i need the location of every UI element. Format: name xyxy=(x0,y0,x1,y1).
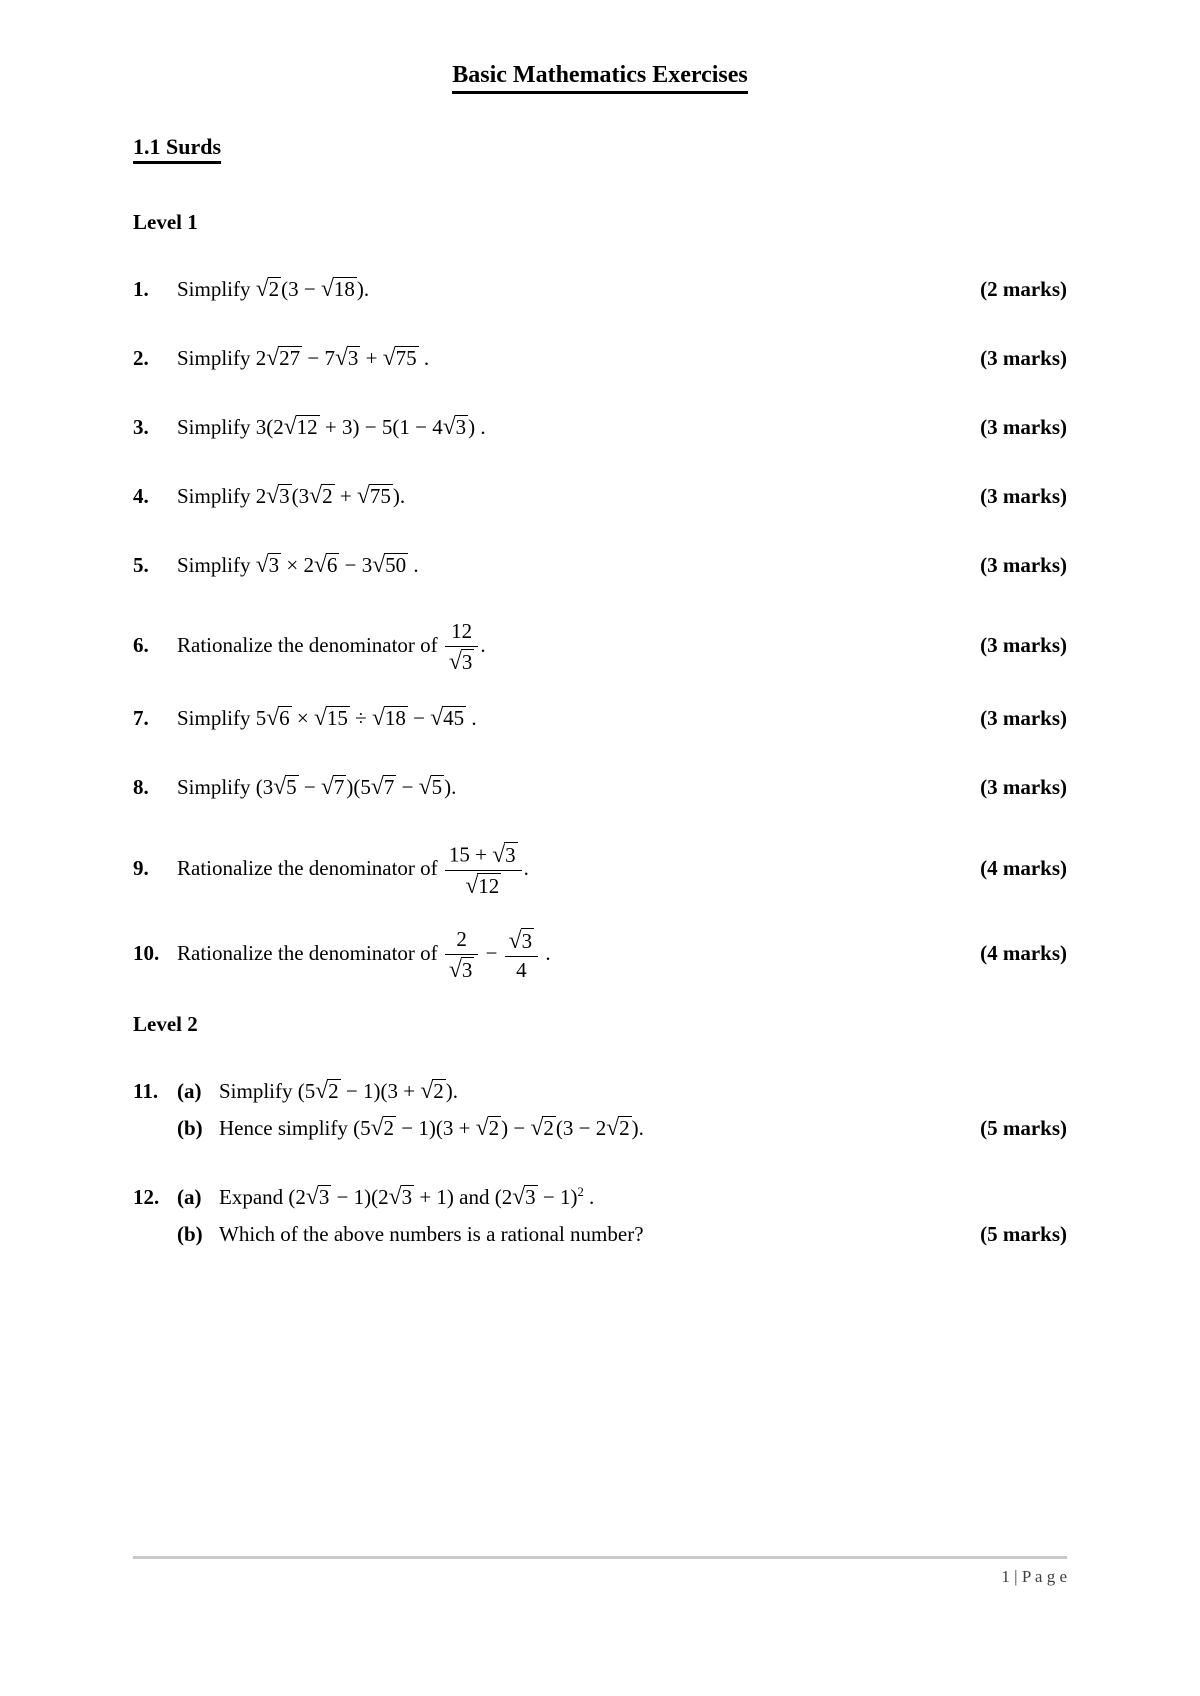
radical-sign-icon: √ xyxy=(266,345,280,371)
radical-sign-icon: √ xyxy=(492,841,506,868)
question-number: 11. xyxy=(133,1079,159,1104)
fraction xyxy=(445,842,522,898)
radical-sign-icon: √ xyxy=(420,1078,434,1105)
math-text: ) . xyxy=(468,415,486,439)
part-label: (a) xyxy=(177,1079,202,1104)
radical-sign-icon: √ xyxy=(321,774,334,801)
radicand: 18 xyxy=(333,277,355,301)
question-text xyxy=(177,482,405,510)
fraction xyxy=(445,928,478,982)
radical-sign-icon: √ xyxy=(266,483,280,509)
question-number: 9. xyxy=(133,855,149,880)
math-text: ). xyxy=(631,1116,644,1141)
question-row xyxy=(133,928,1067,982)
sqrt-radical xyxy=(273,775,298,799)
question-row xyxy=(133,842,1067,898)
radicand: 27 xyxy=(279,346,301,370)
radical-sign-icon: √ xyxy=(430,705,444,732)
question-line xyxy=(177,413,486,441)
question-line xyxy=(177,482,405,510)
marks-label: (4 marks) xyxy=(980,855,1067,880)
radicand: 2 xyxy=(383,1116,395,1141)
radical-sign-icon: √ xyxy=(508,927,522,954)
question-row xyxy=(133,704,1067,732)
page-number: 1 | P a g e xyxy=(1001,1567,1067,1586)
math-text: 4 xyxy=(516,958,527,983)
page-footer xyxy=(133,1556,1067,1587)
level-heading: Level 1 xyxy=(133,210,198,234)
question-row xyxy=(133,1183,1067,1248)
math-text: − 1)(3 + xyxy=(340,1079,421,1104)
level-heading: Level 2 xyxy=(133,1012,198,1037)
radicand: 6 xyxy=(326,553,338,577)
radicand: 7 xyxy=(333,775,345,800)
question-text xyxy=(177,275,369,303)
radicand: 3 xyxy=(505,842,516,867)
math-text: 15 + xyxy=(448,842,493,867)
fraction-numerator xyxy=(505,928,538,956)
radicand: 18 xyxy=(384,706,406,731)
radicand: 3 xyxy=(279,484,290,508)
part-label: (b) xyxy=(177,1116,203,1141)
question-text xyxy=(177,344,429,372)
radical-sign-icon: √ xyxy=(512,1184,526,1211)
radical-sign-icon: √ xyxy=(371,705,385,732)
radicand: 75 xyxy=(369,484,391,508)
math-expression xyxy=(219,1185,594,1209)
radical-sign-icon: √ xyxy=(530,1115,544,1142)
sqrt-radical xyxy=(512,1185,537,1209)
sqrt-radical xyxy=(309,484,334,508)
radical-sign-icon: √ xyxy=(305,1184,319,1211)
radicand: 15 xyxy=(326,706,348,731)
radicand: 2 xyxy=(328,1079,339,1104)
sqrt-radical xyxy=(419,775,444,799)
radical-sign-icon: √ xyxy=(356,483,370,509)
math-expression xyxy=(177,841,529,899)
radicand: 75 xyxy=(395,346,417,370)
math-text: )(5 xyxy=(346,775,371,800)
section-heading: 1.1 Surds xyxy=(133,134,221,164)
sqrt-radical xyxy=(321,277,357,301)
question-number: 8. xyxy=(133,775,149,800)
question-text xyxy=(177,773,456,801)
radical-sign-icon: √ xyxy=(283,414,297,440)
sqrt-radical xyxy=(357,484,393,508)
math-text: . xyxy=(480,632,486,657)
question-line xyxy=(177,1220,644,1248)
sqrt-radical xyxy=(420,1079,445,1103)
radical-sign-icon: √ xyxy=(465,872,479,899)
math-text: . xyxy=(408,553,419,577)
radicand: 3 xyxy=(455,415,467,439)
math-text: + xyxy=(360,346,383,370)
sqrt-radical xyxy=(389,1185,414,1209)
marks-label: (3 marks) xyxy=(980,775,1067,800)
sqrt-radical xyxy=(509,929,534,953)
radicand: 3 xyxy=(525,1185,536,1210)
question-number: 4. xyxy=(133,484,149,508)
fraction xyxy=(445,620,478,674)
question-line xyxy=(177,704,477,732)
sqrt-radical xyxy=(430,706,466,730)
sqrt-radical xyxy=(606,1116,631,1140)
radicand: 3 xyxy=(461,649,473,674)
radicand: 2 xyxy=(543,1116,554,1141)
sqrt-radical xyxy=(284,415,320,439)
marks-label: (3 marks) xyxy=(980,706,1067,731)
sqrt-radical xyxy=(266,484,291,508)
question-number: 3. xyxy=(133,415,149,439)
radicand: 2 xyxy=(619,1116,630,1141)
question-text xyxy=(177,928,551,982)
sqrt-radical xyxy=(256,553,281,577)
footer-divider xyxy=(133,1556,1067,1559)
radical-sign-icon: √ xyxy=(314,705,327,732)
sqrt-radical xyxy=(256,277,281,301)
math-text: Simplify (5 xyxy=(219,1079,316,1104)
radical-sign-icon: √ xyxy=(448,648,462,675)
sqrt-radical xyxy=(371,1116,396,1140)
radicand: 2 xyxy=(268,277,280,301)
sqrt-radical xyxy=(476,1116,501,1140)
math-expression xyxy=(177,346,429,370)
marks-label: (3 marks) xyxy=(980,484,1067,508)
fraction xyxy=(505,928,538,982)
fraction-numerator xyxy=(445,928,478,954)
marks-label: (3 marks) xyxy=(980,553,1067,577)
question-text xyxy=(177,842,529,898)
radicand: 2 xyxy=(488,1116,500,1141)
math-text: × 2 xyxy=(281,553,315,577)
radicand: 6 xyxy=(279,706,290,731)
part-label: (b) xyxy=(177,1222,203,1247)
question-row xyxy=(133,551,1067,579)
sqrt-radical xyxy=(492,843,517,867)
marks-label: (5 marks) xyxy=(980,1116,1067,1141)
superscript: 2 xyxy=(577,1185,584,1200)
math-text: ) − xyxy=(501,1116,531,1141)
math-text: − xyxy=(396,775,419,800)
math-text: Simplify xyxy=(177,277,256,301)
question-number: 1. xyxy=(133,277,149,301)
question-text xyxy=(177,620,486,674)
question-line xyxy=(177,773,456,801)
marks-label: (3 marks) xyxy=(980,346,1067,370)
math-text: × xyxy=(291,706,315,731)
radicand: 5 xyxy=(286,775,297,800)
fraction-denominator xyxy=(445,870,522,898)
math-expression xyxy=(177,553,419,577)
radical-sign-icon: √ xyxy=(321,276,334,302)
math-text: (3 − 2 xyxy=(555,1116,607,1141)
radical-sign-icon: √ xyxy=(448,956,462,983)
radical-sign-icon: √ xyxy=(309,483,323,509)
sqrt-radical xyxy=(315,1079,340,1103)
question-text xyxy=(177,1183,644,1248)
math-expression xyxy=(219,1079,458,1103)
math-text: Hence simplify (5 xyxy=(219,1116,371,1141)
radical-sign-icon: √ xyxy=(370,774,384,801)
math-text: 12 xyxy=(451,619,473,643)
math-text: − xyxy=(480,941,503,966)
math-text: (3 xyxy=(291,484,310,508)
math-text: Which of the above numbers is a rational number? xyxy=(219,1222,644,1247)
sqrt-radical xyxy=(449,650,474,674)
math-text: Rationalize the denominator of xyxy=(177,855,443,880)
questions-container xyxy=(133,210,1067,1248)
radical-sign-icon: √ xyxy=(475,1115,489,1142)
sqrt-radical xyxy=(266,346,302,370)
fraction-denominator xyxy=(505,956,538,982)
question-row xyxy=(133,620,1067,674)
radicand: 50 xyxy=(385,553,407,577)
marks-label: (3 marks) xyxy=(980,415,1067,439)
math-text: Simplify 3(2 xyxy=(177,415,284,439)
section-row xyxy=(133,134,1067,164)
question-line xyxy=(177,551,419,579)
sqrt-radical xyxy=(335,346,360,370)
marks-label: (2 marks) xyxy=(980,277,1067,301)
sqrt-radical xyxy=(306,1185,331,1209)
math-expression xyxy=(219,1222,644,1246)
question-line xyxy=(177,928,551,982)
question-line xyxy=(177,1114,644,1142)
question-line xyxy=(177,344,429,372)
math-text: Rationalize the denominator of xyxy=(177,941,443,966)
radicand: 45 xyxy=(443,706,465,731)
math-text: 2 xyxy=(456,927,467,952)
math-text: + xyxy=(334,484,357,508)
math-text: ). xyxy=(356,277,370,301)
math-text: − 1) xyxy=(537,1185,578,1210)
question-line xyxy=(177,842,529,898)
question-line xyxy=(177,620,486,674)
math-text: ). xyxy=(392,484,406,508)
radicand: 3 xyxy=(521,928,533,953)
fraction-denominator xyxy=(445,954,478,982)
question-text xyxy=(177,551,419,579)
radical-sign-icon: √ xyxy=(255,552,269,578)
math-text: ). xyxy=(445,1079,459,1104)
radicand: 12 xyxy=(478,873,500,898)
math-text: Simplify 2 xyxy=(177,484,267,508)
math-text: − 3 xyxy=(339,553,373,577)
radical-sign-icon: √ xyxy=(382,345,396,371)
radicand: 3 xyxy=(268,553,280,577)
math-expression xyxy=(219,1116,644,1140)
radical-sign-icon: √ xyxy=(418,774,432,801)
question-number: 5. xyxy=(133,553,149,577)
math-expression xyxy=(177,484,405,508)
radicand: 7 xyxy=(383,775,395,800)
radical-sign-icon: √ xyxy=(266,705,280,732)
question-number: 6. xyxy=(133,632,149,657)
question-number: 10. xyxy=(133,941,160,966)
math-text: ÷ xyxy=(349,706,372,731)
page-title: Basic Mathematics Exercises xyxy=(452,62,748,94)
sqrt-radical xyxy=(314,706,350,730)
radicand: 2 xyxy=(322,484,333,508)
math-expression xyxy=(177,775,456,799)
question-number: 12. xyxy=(133,1185,160,1210)
question-text xyxy=(177,413,486,441)
radicand: 3 xyxy=(318,1185,330,1210)
math-expression xyxy=(177,927,551,983)
fraction-numerator xyxy=(445,620,478,646)
radical-sign-icon: √ xyxy=(273,774,287,801)
math-text: . xyxy=(583,1185,595,1210)
question-text xyxy=(177,704,477,732)
sqrt-radical xyxy=(321,775,346,799)
question-row xyxy=(133,275,1067,303)
math-text: . xyxy=(523,855,529,880)
radical-sign-icon: √ xyxy=(335,345,348,371)
question-row xyxy=(133,482,1067,510)
radicand: 12 xyxy=(296,415,318,439)
sqrt-radical xyxy=(371,775,396,799)
math-text: Simplify 5 xyxy=(177,706,267,731)
marks-label: (4 marks) xyxy=(980,941,1067,966)
question-row xyxy=(133,344,1067,372)
radicand: 5 xyxy=(431,775,443,800)
math-text: Simplify 2 xyxy=(177,346,267,370)
radicand: 3 xyxy=(461,957,473,982)
question-line xyxy=(177,1183,644,1211)
sqrt-radical xyxy=(465,874,501,898)
math-text: . xyxy=(540,941,551,966)
math-text: − 7 xyxy=(302,346,336,370)
fraction-denominator xyxy=(445,646,478,674)
radicand: 3 xyxy=(401,1185,413,1210)
math-expression xyxy=(177,619,486,675)
sqrt-radical xyxy=(372,553,408,577)
math-text: ). xyxy=(444,775,457,800)
math-text: Simplify xyxy=(177,553,256,577)
radical-sign-icon: √ xyxy=(388,1184,402,1211)
math-text: + 1) and (2 xyxy=(414,1185,513,1210)
question-line xyxy=(177,1077,644,1105)
question-row xyxy=(133,413,1067,441)
marks-label: (5 marks) xyxy=(980,1222,1067,1247)
math-text: (3 − xyxy=(281,277,322,301)
radical-sign-icon: √ xyxy=(606,1115,620,1142)
sqrt-radical xyxy=(443,415,468,439)
math-text: − xyxy=(407,706,431,731)
math-text: Rationalize the denominator of xyxy=(177,632,443,657)
math-text: − 1)(2 xyxy=(331,1185,389,1210)
sqrt-radical xyxy=(383,346,419,370)
math-text: − xyxy=(298,775,322,800)
radical-sign-icon: √ xyxy=(314,552,327,578)
question-row xyxy=(133,1077,1067,1142)
question-number: 7. xyxy=(133,706,149,731)
title-row xyxy=(133,62,1067,94)
fraction-numerator xyxy=(445,842,522,870)
question-line xyxy=(177,275,369,303)
radical-sign-icon: √ xyxy=(315,1078,329,1105)
sqrt-radical xyxy=(314,553,339,577)
math-text: . xyxy=(466,706,477,731)
sqrt-radical xyxy=(449,958,474,982)
sqrt-radical xyxy=(266,706,291,730)
math-text: + 3) − 5(1 − 4 xyxy=(319,415,443,439)
math-expression xyxy=(177,706,477,730)
question-number: 2. xyxy=(133,346,149,370)
question-text xyxy=(177,1077,644,1142)
radical-sign-icon: √ xyxy=(442,414,456,440)
radical-sign-icon: √ xyxy=(370,1115,384,1142)
math-expression xyxy=(177,277,369,301)
sqrt-radical xyxy=(372,706,408,730)
math-text: . xyxy=(418,346,430,370)
math-text: Expand (2 xyxy=(219,1185,306,1210)
radical-sign-icon: √ xyxy=(372,552,386,578)
radical-sign-icon: √ xyxy=(255,276,269,302)
question-row xyxy=(133,773,1067,801)
sqrt-radical xyxy=(530,1116,555,1140)
part-label: (a) xyxy=(177,1185,202,1210)
marks-label: (3 marks) xyxy=(980,632,1067,657)
math-text: Simplify (3 xyxy=(177,775,274,800)
math-expression xyxy=(177,415,486,439)
radicand: 2 xyxy=(433,1079,444,1104)
math-text: − 1)(3 + xyxy=(396,1116,476,1141)
radicand: 3 xyxy=(347,346,359,370)
